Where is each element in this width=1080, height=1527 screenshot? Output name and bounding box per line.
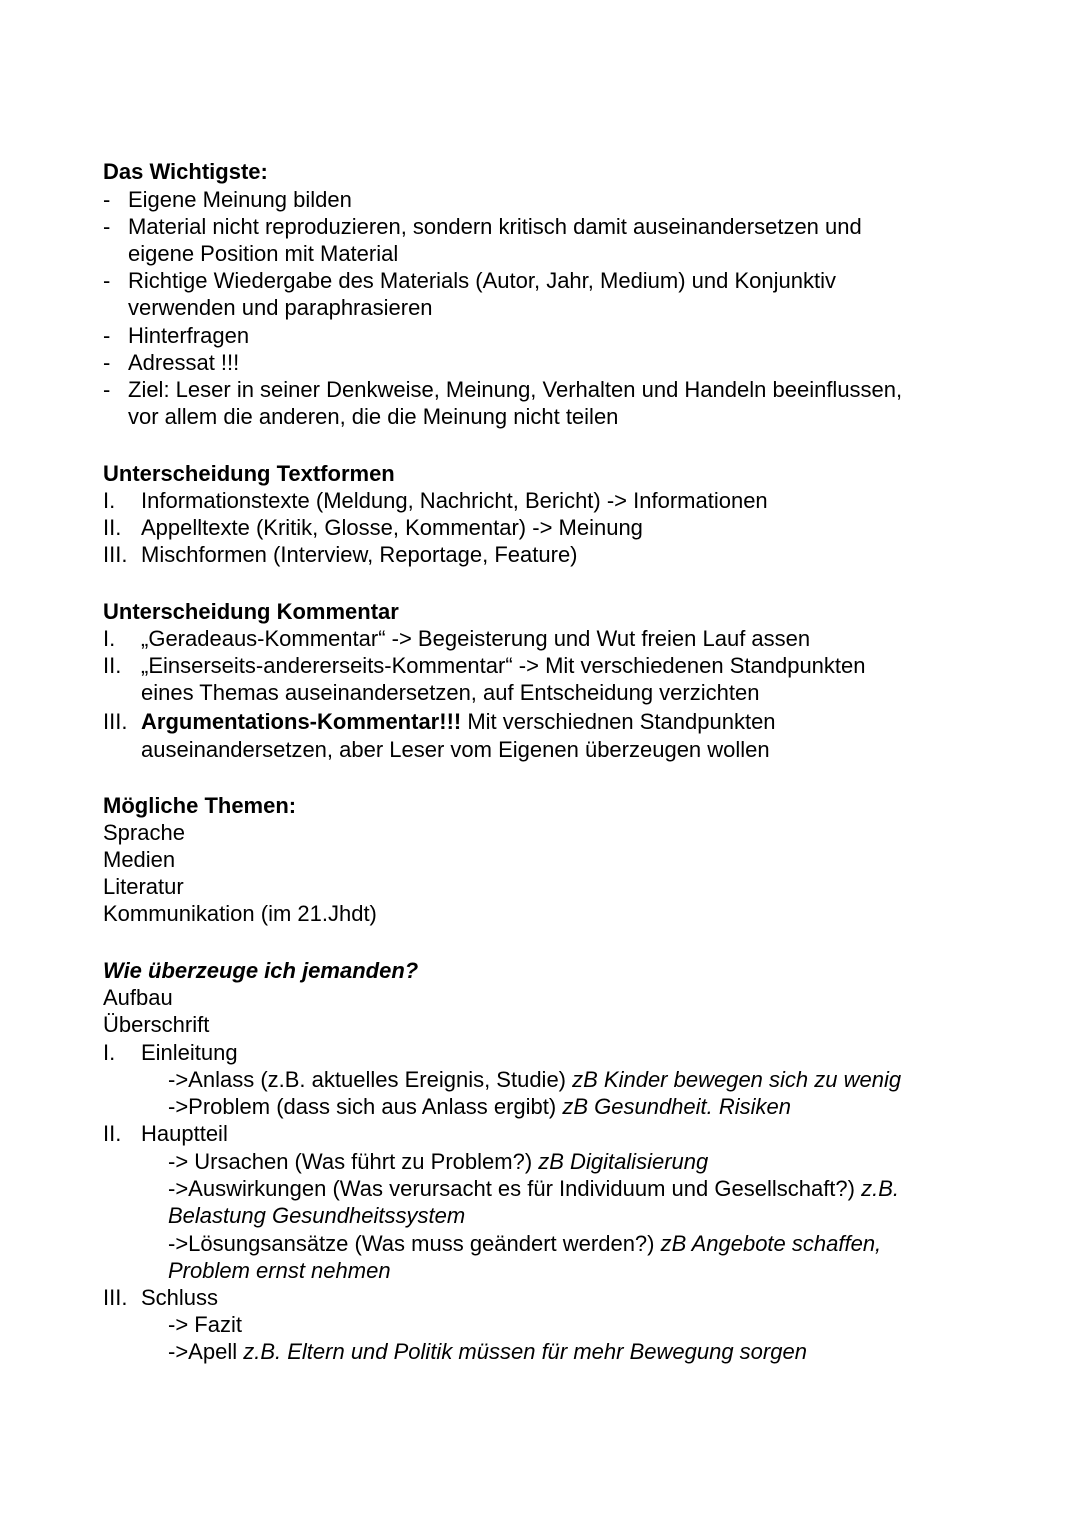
list-item-continuation: eines Themas auseinandersetzen, auf Entscheidung verzichten [141, 680, 760, 705]
roman-numeral: I. [103, 626, 116, 651]
list-item-continuation: auseinandersetzen, aber Leser vom Eigenen überzeugen wollen [141, 737, 770, 762]
bullet-dash: - [103, 214, 111, 239]
bullet-dash: - [103, 268, 111, 293]
list-item-continuation: vor allem die anderen, die die Meinung nicht teilen [128, 404, 619, 429]
theme-item: Medien [103, 847, 176, 872]
bullet-dash: - [103, 377, 111, 402]
bullet-dash: - [103, 323, 111, 348]
list-item: Eigene Meinung bilden [128, 187, 352, 212]
schluss-label: Schluss [141, 1285, 219, 1310]
roman-numeral: II. [103, 515, 122, 540]
roman-numeral: III. [103, 709, 128, 734]
theme-item: Literatur [103, 874, 184, 899]
ueberschrift-label: Überschrift [103, 1012, 210, 1037]
ursachen-example: zB Digitalisierung [538, 1149, 709, 1174]
bullet-dash: - [103, 187, 111, 212]
heading-textformen: Unterscheidung Textformen [103, 461, 395, 486]
auswirkungen-line [168, 1175, 899, 1202]
list-item-text: Mit verschiednen Standpunkten [461, 709, 776, 734]
auswirkungen-text: ->Auswirkungen (Was verursacht es für Individuum und Gesellschaft?) [168, 1176, 862, 1201]
list-item: Hinterfragen [128, 323, 250, 348]
list-item: „Geradeaus-Kommentar“ -> Begeisterung und Wut freien Lauf assen [141, 626, 811, 651]
heading-kommentar: Unterscheidung Kommentar [103, 599, 399, 624]
aufbau-label: Aufbau [103, 985, 173, 1010]
anlass-example: zB Kinder bewegen sich zu wenig [572, 1067, 902, 1092]
appell-line [168, 1338, 807, 1365]
theme-item: Sprache [103, 820, 185, 845]
list-item [141, 708, 776, 735]
roman-numeral: I. [103, 1040, 116, 1065]
ursachen-line [168, 1148, 708, 1175]
bullet-dash: - [103, 350, 111, 375]
anlass-text: ->Anlass (z.B. aktuelles Ereignis, Studie) [168, 1067, 573, 1092]
roman-numeral: I. [103, 488, 116, 513]
appell-example: z.B. Eltern und Politik müssen für mehr Bewegung sorgen [243, 1339, 807, 1364]
loesung-line [168, 1230, 881, 1257]
roman-numeral: II. [103, 653, 122, 678]
argumentations-kommentar-bold: Argumentations-Kommentar!!! [141, 709, 462, 734]
auswirkungen-example-continuation: Belastung Gesundheitssystem [168, 1203, 466, 1228]
list-item: Mischformen (Interview, Reportage, Feature) [141, 542, 578, 567]
list-item-continuation: eigene Position mit Material [128, 241, 399, 266]
list-item: Informationstexte (Meldung, Nachricht, Bericht) -> Informationen [141, 488, 768, 513]
list-item: Richtige Wiedergabe des Materials (Autor, Jahr, Medium) und Konjunktiv [128, 268, 837, 293]
problem-example: zB Gesundheit. Risiken [562, 1094, 792, 1119]
ursachen-text: -> Ursachen (Was führt zu Problem?) [168, 1149, 539, 1174]
roman-numeral: II. [103, 1121, 122, 1146]
list-item: Appelltexte (Kritik, Glosse, Kommentar) -> Meinung [141, 515, 643, 540]
einleitung-label: Einleitung [141, 1040, 238, 1065]
loesung-text: ->Lösungsansätze (Was muss geändert werden?) [168, 1231, 661, 1256]
anlass-line [168, 1066, 901, 1093]
list-item: Adressat !!! [128, 350, 240, 375]
roman-numeral: III. [103, 1285, 128, 1310]
heading-ueberzeugen: Wie überzeuge ich jemanden? [103, 958, 419, 983]
hauptteil-label: Hauptteil [141, 1121, 228, 1146]
loesung-example: zB Angebote schaffen, [660, 1231, 882, 1256]
problem-text: ->Problem (dass sich aus Anlass ergibt) [168, 1094, 563, 1119]
heading-themen: Mögliche Themen: [103, 793, 297, 818]
heading-wichtigste: Das Wichtigste: [103, 159, 268, 184]
roman-numeral: III. [103, 542, 128, 567]
theme-item: Kommunikation (im 21.Jhdt) [103, 901, 377, 926]
loesung-example-continuation: Problem ernst nehmen [168, 1258, 391, 1283]
problem-line [168, 1093, 791, 1120]
list-item: Ziel: Leser in seiner Denkweise, Meinung, Verhalten und Handeln beeinflussen, [128, 377, 903, 402]
appell-text: ->Apell [168, 1339, 244, 1364]
list-item: „Einserseits-andererseits-Kommentar“ -> Mit verschiedenen Standpunkten [141, 653, 866, 678]
auswirkungen-example: z.B. [861, 1176, 900, 1201]
list-item: Material nicht reproduzieren, sondern kritisch damit auseinandersetzen und [128, 214, 862, 239]
fazit-line: -> Fazit [168, 1312, 242, 1337]
list-item-continuation: verwenden und paraphrasieren [128, 295, 433, 320]
